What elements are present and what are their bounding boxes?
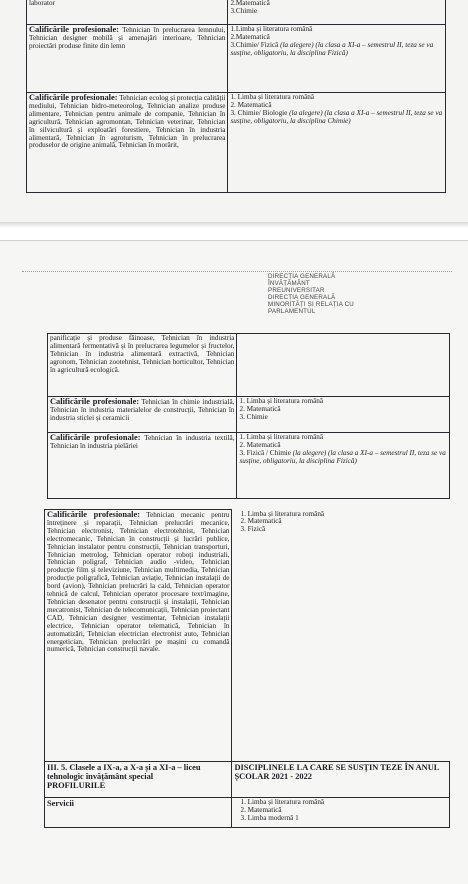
subject-item: 1. Limba și literatura română (239, 397, 324, 405)
subject-item: 1. Limba și literatura română (240, 798, 325, 806)
table-row (48, 433, 450, 499)
profile-text: laborator (29, 0, 55, 7)
subject-item: 3.Chimie/ Fizică (230, 40, 279, 49)
header-line: ÎNVĂȚĂMÂNT (268, 280, 310, 287)
subject-item: 1. Limba și literatura română (240, 509, 325, 518)
subject-item: 2. Matematică (239, 404, 281, 413)
profile-text: Tehnician în industria textilă, Tehnician în industria pielăriei (50, 434, 235, 450)
qualification-title: Calificările profesionale: (47, 510, 141, 519)
subject-item: 2. Matematică (240, 805, 282, 814)
subject-item: 2. Matematică (230, 100, 272, 109)
table-cell-profile (48, 397, 237, 433)
table-cell-subjects (237, 433, 450, 499)
table-cell-profile (27, 93, 228, 193)
subject-item: 1. Limba și literatura română (230, 93, 315, 101)
subject-item: 3. Limba modernă 1 (240, 813, 299, 822)
profile-text: Tehnician în prelucrarea lemnului, Tehnician designer mobilă și amenajări interioare, Tehnician proiectări produse finite din lemn (29, 26, 226, 50)
table-row (27, 0, 446, 25)
table-row (45, 510, 450, 762)
profile-text: Tehnician mecanic pentru întreținere și reparații, Tehnician prelucrări mecanice, Tehnician electronist, Tehnician electrotehnist, Tehnician electromecanic, Tehnician în construcții și lucrări publice, Tehnician instalator pentru construcții, Tehnician transporturi, Tehnician metrolog, Tehnician operator roboți industriali, Tehnician poligraf, Tehnician audio -video, Tehnician producție film și televiziune, Tehnician multimedia, Tehnician producție poligrafică, Tehnician aviație, Tehnician instalații de bord (avion), Tehnician prelucrări la cald, Tehnician operator tehnică de calcul, Tehnician operator procesare text/imagine, Tehnician desenator pentru construcții și instalații, Tehnician mecatronist, Tehnician de telecomunicații, Tehnician proiectant CAD, Tehnician designer vestimentar, Tehnician instalații electrice, Tehnician operator telematică, Tehnician în automatizări, Tehnician electrician electronist auto, Tehnician energetician, Tehnician prelucrări pe mașini cu comandă numerică, Tehnician construcții navale. (47, 511, 230, 654)
table-cell-profile (48, 433, 237, 499)
table-row (48, 334, 450, 397)
table-cell-subjects (232, 798, 450, 828)
document-page-top (0, 0, 468, 226)
exam-table-top (26, 0, 446, 193)
qualification-title: Calificările profesionale: (50, 397, 140, 406)
profile-text: Tehnician ecolog și protecția calității mediului, Tehnician hidro-meteorolog, Tehnician analize produse alimentare, Tehnician pentru animale de companie, Tehnician în agricultură, Tehnician agromontan, Tehnician veterinar, Tehnician în silvicultură și exploatări forestiere, Tehnician în industria alimentară, Tehnician în agroturism, Tehnician în prelucrarea produselor de origine animală, Tehnician în morărit, (29, 94, 226, 150)
subject-note: (la alegere) (la clasa a XI-a – semestrul II, teza se va susține, obligatoriu, la disciplina Fizică) (239, 448, 446, 465)
subject-item: 3. Chimie (239, 412, 268, 421)
subject-item: 2.Matematică (230, 0, 270, 7)
header-line: PARLAMENTUL (268, 308, 316, 315)
profile-text: Tehnician în chimie industrială, Tehnician în industria materialelor de construcții, Tehnician în industria sticlei și ceramicii (50, 398, 235, 422)
table-row (27, 25, 446, 93)
header-line: DIRECȚIA GENERALĂ (268, 273, 336, 280)
table-cell-profile (45, 798, 232, 828)
subject-item: 1.Limba și literatura română (230, 25, 313, 33)
table-cell-subjects (232, 510, 450, 762)
profile-name: Servicii (47, 799, 74, 808)
subject-item: 3.Chimie (230, 6, 258, 15)
subject-item: 2. Matematică (239, 440, 281, 449)
subject-item: 1. Limba și literatura română (239, 433, 324, 441)
table-cell-subjects (228, 0, 446, 25)
table-row (45, 762, 450, 798)
qualification-title: Calificările profesionale: (50, 433, 141, 442)
section-subheading: PROFILURILE (47, 781, 106, 790)
subject-note: (la alegere) (la clasa a XI-a – semestrul II, teza se va susține, obligatoriu, la disciplina Fizică) (230, 40, 434, 57)
qualification-title: Calificările profesionale: (29, 25, 119, 34)
header-divider (22, 271, 452, 272)
table-cell-profile (45, 510, 232, 762)
subject-item: 3. Chimie/ Biologie (230, 108, 288, 117)
page-gap (0, 228, 468, 240)
document-page-bottom (0, 240, 468, 884)
table-row (45, 798, 450, 828)
section-heading-cell (232, 762, 450, 798)
subject-item: 2.Matematică (230, 32, 270, 41)
table-row (27, 93, 446, 193)
header-line: PREUNIVERSITAR (268, 287, 325, 294)
exam-table-bottom-1 (47, 333, 450, 499)
table-cell-profile (48, 334, 237, 397)
section-heading: III. 5. Clasele a IX-a, a X-a și a XI-a – liceu tehnologic învățământ special (47, 763, 201, 781)
ministry-header (268, 273, 388, 315)
table-row (48, 397, 450, 433)
profile-text: panificație și produse făinoase, Tehnician în industria alimentară fermentativă și în prelucrarea legumelor și fructelor, Tehnician în industria alimentară extractivă, Tehnician agronom, Tehnician zootehnist, Tehnician horticultor, Tehnician în agricultură ecologică. (50, 334, 235, 374)
header-line: DIRECȚIA GENERALĂ (268, 294, 336, 301)
header-line: MINORITĂȚI ȘI RELAȚIA CU (268, 301, 354, 308)
qualification-title: Calificările profesionale: (29, 93, 118, 102)
exam-table-bottom-2 (44, 509, 450, 828)
subject-item: 2. Matematică (240, 517, 282, 526)
table-cell-profile (27, 25, 228, 93)
table-cell-subjects (228, 25, 446, 93)
column-heading: DISCIPLINELE LA CARE SE SUSȚIN TEZE ÎN ANUL ȘCOLAR 2021 - 2022 (234, 763, 439, 781)
subject-note: (la alegere) (la clasa a XI-a – semestrul II, teza se va susține, obligatoriu, la disciplina Chimie) (230, 108, 443, 125)
section-heading-cell (45, 762, 232, 798)
table-cell-subjects (228, 93, 446, 193)
table-cell-subjects (237, 397, 450, 433)
table-cell-profile (27, 0, 228, 25)
table-cell-subjects (237, 334, 450, 397)
subject-item: 3. Fizică / Chimie (239, 448, 291, 457)
subject-item: 3. Fizică (240, 525, 266, 534)
